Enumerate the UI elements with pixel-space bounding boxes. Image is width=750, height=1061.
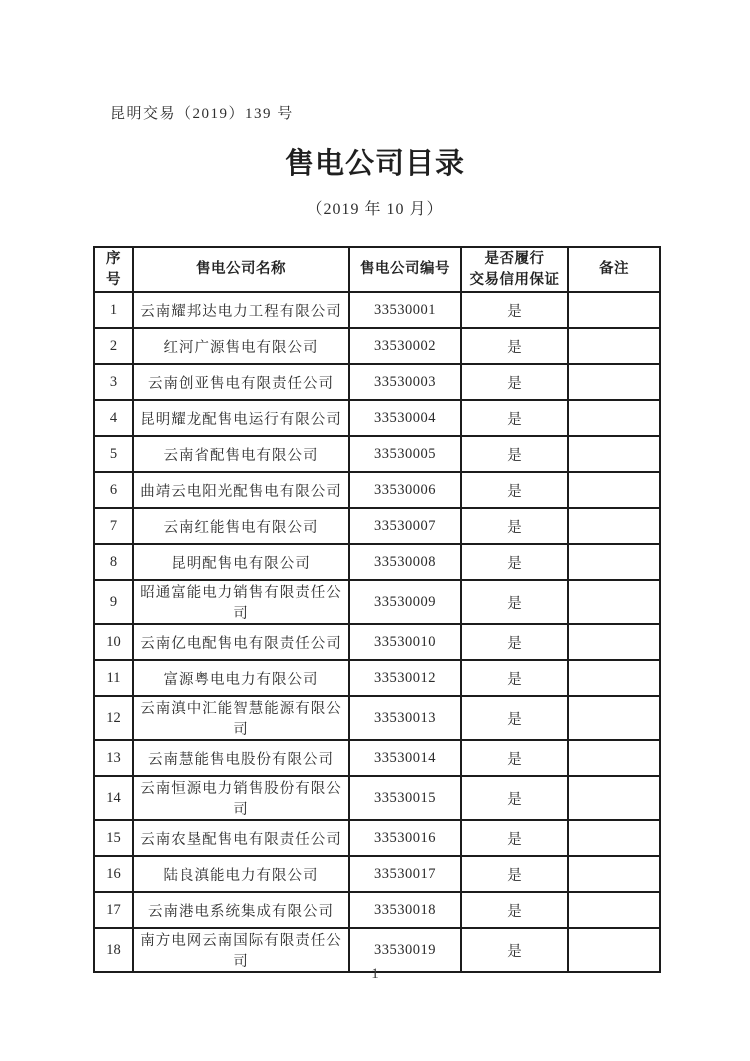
column-header: 序 号: [94, 247, 133, 292]
guarantee-status: 是: [461, 328, 568, 364]
guarantee-status: 是: [461, 660, 568, 696]
guarantee-status: 是: [461, 740, 568, 776]
guarantee-status: 是: [461, 820, 568, 856]
table-row: [94, 544, 660, 580]
table-body: [94, 292, 660, 972]
company-name: 云南耀邦达电力工程有限公司: [133, 292, 349, 328]
remark-cell: [568, 292, 660, 328]
company-name: 云南红能售电有限公司: [133, 508, 349, 544]
remark-cell: [568, 436, 660, 472]
remark-cell: [568, 472, 660, 508]
table-row: [94, 580, 660, 624]
remark-cell: [568, 508, 660, 544]
row-number: 15: [94, 820, 133, 856]
table-row: [94, 400, 660, 436]
table-row: [94, 820, 660, 856]
company-code: 33530008: [349, 544, 461, 580]
row-number: 10: [94, 624, 133, 660]
remark-cell: [568, 660, 660, 696]
remark-cell: [568, 856, 660, 892]
company-code: 33530018: [349, 892, 461, 928]
row-number: 8: [94, 544, 133, 580]
row-number: 4: [94, 400, 133, 436]
company-name: 昆明配售电有限公司: [133, 544, 349, 580]
page-number: 1: [371, 966, 379, 982]
company-name: 昆明耀龙配售电运行有限公司: [133, 400, 349, 436]
column-header: 售电公司名称: [133, 247, 349, 292]
company-code: 33530012: [349, 660, 461, 696]
row-number: 16: [94, 856, 133, 892]
guarantee-status: 是: [461, 400, 568, 436]
page-title: 售电公司目录: [284, 148, 465, 180]
table-row: [94, 508, 660, 544]
company-code: 33530006: [349, 472, 461, 508]
company-name: 云南滇中汇能智慧能源有限公司: [133, 696, 349, 740]
column-header: 售电公司编号: [349, 247, 461, 292]
table-row: [94, 472, 660, 508]
company-name: 富源粤电电力有限公司: [133, 660, 349, 696]
remark-cell: [568, 696, 660, 740]
company-code: 33530004: [349, 400, 461, 436]
guarantee-status: 是: [461, 928, 568, 972]
remark-cell: [568, 328, 660, 364]
remark-cell: [568, 400, 660, 436]
company-name: 云南农垦配售电有限责任公司: [133, 820, 349, 856]
guarantee-status: 是: [461, 776, 568, 820]
guarantee-status: 是: [461, 436, 568, 472]
company-code: 33530010: [349, 624, 461, 660]
company-code: 33530003: [349, 364, 461, 400]
guarantee-status: 是: [461, 580, 568, 624]
company-name: 云南亿电配售电有限责任公司: [133, 624, 349, 660]
company-name: 云南港电系统集成有限公司: [133, 892, 349, 928]
company-name: 云南慧能售电股份有限公司: [133, 740, 349, 776]
company-code: 33530014: [349, 740, 461, 776]
row-number: 14: [94, 776, 133, 820]
table-row: [94, 436, 660, 472]
company-code: 33530016: [349, 820, 461, 856]
table-row: [94, 776, 660, 820]
guarantee-status: 是: [461, 508, 568, 544]
table-row: [94, 660, 660, 696]
row-number: 9: [94, 580, 133, 624]
table-row: [94, 624, 660, 660]
guarantee-status: 是: [461, 292, 568, 328]
row-number: 5: [94, 436, 133, 472]
row-number: 11: [94, 660, 133, 696]
company-name: 昭通富能电力销售有限责任公司: [133, 580, 349, 624]
table-row: [94, 740, 660, 776]
company-code: 33530017: [349, 856, 461, 892]
row-number: 1: [94, 292, 133, 328]
row-number: 2: [94, 328, 133, 364]
column-header: 备注: [568, 247, 660, 292]
table-row: [94, 892, 660, 928]
row-number: 3: [94, 364, 133, 400]
remark-cell: [568, 776, 660, 820]
remark-cell: [568, 544, 660, 580]
company-code: 33530019: [349, 928, 461, 972]
company-name: 红河广源售电有限公司: [133, 328, 349, 364]
table-row: [94, 364, 660, 400]
row-number: 12: [94, 696, 133, 740]
company-code: 33530013: [349, 696, 461, 740]
guarantee-status: 是: [461, 892, 568, 928]
row-number: 17: [94, 892, 133, 928]
guarantee-status: 是: [461, 472, 568, 508]
table-row: [94, 696, 660, 740]
guarantee-status: 是: [461, 856, 568, 892]
company-code: 33530015: [349, 776, 461, 820]
guarantee-status: 是: [461, 544, 568, 580]
company-code: 33530001: [349, 292, 461, 328]
row-number: 13: [94, 740, 133, 776]
remark-cell: [568, 892, 660, 928]
company-name: 云南省配售电有限公司: [133, 436, 349, 472]
row-number: 18: [94, 928, 133, 972]
remark-cell: [568, 740, 660, 776]
row-number: 6: [94, 472, 133, 508]
remark-cell: [568, 364, 660, 400]
row-number: 7: [94, 508, 133, 544]
company-code: 33530005: [349, 436, 461, 472]
guarantee-status: 是: [461, 696, 568, 740]
table-row: [94, 328, 660, 364]
remark-cell: [568, 624, 660, 660]
table-row: [94, 292, 660, 328]
page-subtitle: （2019 年 10 月）: [306, 201, 444, 218]
doc-number: 昆明交易（2019）139 号: [110, 106, 294, 122]
table-header-row: [94, 247, 660, 292]
company-name: 南方电网云南国际有限责任公司: [133, 928, 349, 972]
company-code: 33530002: [349, 328, 461, 364]
company-name: 云南恒源电力销售股份有限公司: [133, 776, 349, 820]
guarantee-status: 是: [461, 364, 568, 400]
company-code: 33530007: [349, 508, 461, 544]
company-name: 云南创亚售电有限责任公司: [133, 364, 349, 400]
column-header: 是否履行 交易信用保证: [461, 247, 568, 292]
remark-cell: [568, 820, 660, 856]
company-code: 33530009: [349, 580, 461, 624]
company-name: 陆良滇能电力有限公司: [133, 856, 349, 892]
company-name: 曲靖云电阳光配售电有限公司: [133, 472, 349, 508]
remark-cell: [568, 580, 660, 624]
table-row: [94, 856, 660, 892]
company-table: [93, 246, 661, 973]
guarantee-status: 是: [461, 624, 568, 660]
